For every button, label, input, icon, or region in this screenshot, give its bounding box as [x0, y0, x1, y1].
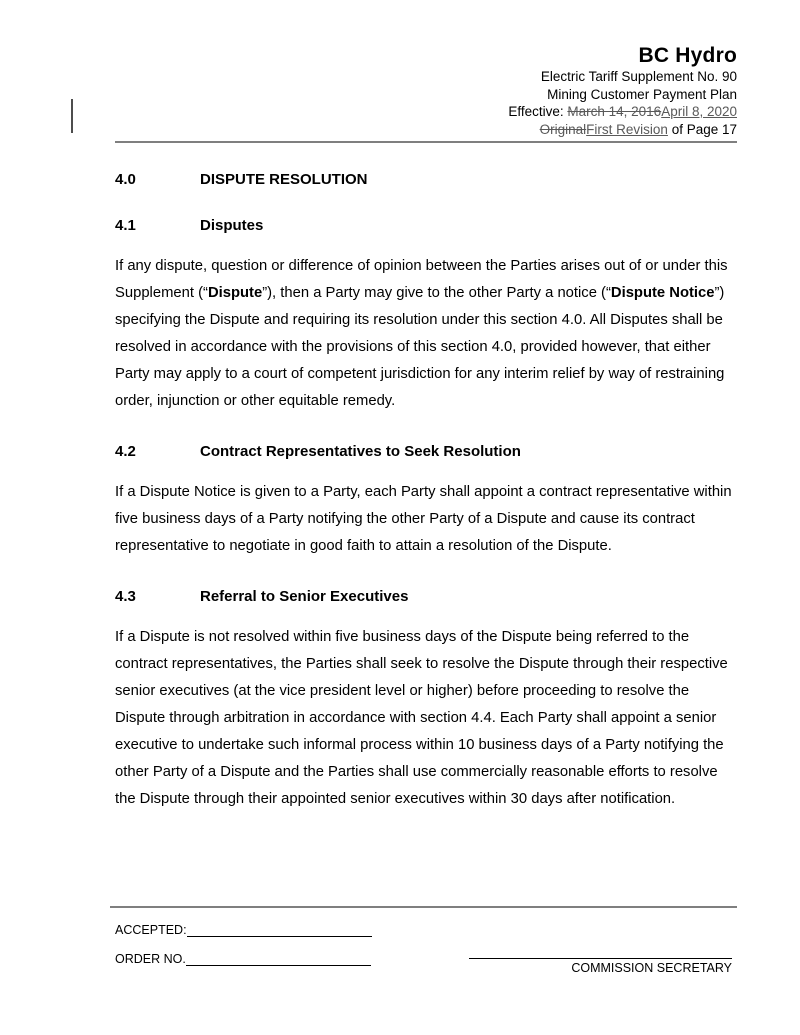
org-name: BC Hydro	[638, 44, 737, 67]
order-no-blank-line	[186, 950, 371, 966]
signature-line	[469, 944, 732, 959]
section-number: 4.2	[115, 443, 136, 460]
section-number: 4.1	[115, 217, 136, 234]
section-title: Contract Representatives to Seek Resolution	[200, 443, 521, 460]
section-heading	[115, 443, 737, 461]
accepted-row	[115, 921, 737, 937]
section-title: DISPUTE RESOLUTION	[200, 171, 368, 188]
section-number: 4.0	[115, 171, 136, 188]
section-heading	[115, 217, 737, 235]
section-paragraph: If a Dispute is not resolved within five business days of the Dispute being referred to the contract representatives, the Parties shall seek to resolve the Dispute through their respective senior executives (at the vice president level or higher) before proceeding to resolve the Dispute through arbitration in accordance with section 4.4. Each Party shall appoint a senior executive to undertake such informal process within 10 business days of a Party notifying the other Party of a Dispute and the Parties shall use commercially reasonable efforts to resolve the Dispute through their appointed senior executives within 30 days after notification.	[115, 629, 728, 807]
page-footer	[110, 906, 737, 979]
section-heading	[115, 171, 737, 189]
header-rule	[115, 141, 737, 143]
section-paragraph: If a Dispute Notice is given to a Party, each Party shall appoint a contract representative within five business days of a Party notifying the other Party of a Dispute and cause its contract representative to negotiate in good faith to attain a resolution of the Dispute.	[115, 484, 732, 554]
section-number: 4.3	[115, 588, 136, 605]
revision-line: OriginalFirst Revision of Page 17	[539, 121, 737, 137]
footer-rule	[110, 906, 737, 908]
section-4-2	[115, 443, 737, 560]
section-4-3	[115, 588, 737, 813]
document-body	[115, 171, 737, 813]
section-title: Referral to Senior Executives	[200, 588, 409, 605]
signature-block	[469, 944, 732, 975]
section-4-0	[115, 171, 737, 189]
page-header	[115, 0, 737, 138]
accepted-blank-line	[187, 921, 372, 937]
section-paragraph: If any dispute, question or difference of opinion between the Parties arises out of or under this Supplement (“Dispute”), then a Party may give to the other Party a notice (“Dispute Notice”) specifying the Dispute and requiring its resolution under this section 4.0. All Disputes shall be resolved in accordance with the provisions of this section 4.0, provided however, that either Party may apply to a court of competent jurisdiction for any interim relief by way of restraining order, injunction or other equitable remedy.	[115, 258, 728, 409]
accepted-label: ACCEPTED:	[115, 923, 187, 937]
section-title: Disputes	[200, 217, 264, 234]
section-4-1	[115, 217, 737, 415]
order-no-label: ORDER NO.	[115, 952, 186, 966]
doc-title-line-1: Electric Tariff Supplement No. 90	[540, 69, 737, 84]
doc-title-line-2: Mining Customer Payment Plan	[547, 86, 737, 102]
effective-date-line: Effective: March 14, 2016April 8, 2020	[508, 104, 737, 119]
commission-secretary-label: COMMISSION SECRETARY	[571, 961, 732, 975]
revision-change-bar	[71, 99, 73, 133]
section-heading	[115, 588, 737, 606]
